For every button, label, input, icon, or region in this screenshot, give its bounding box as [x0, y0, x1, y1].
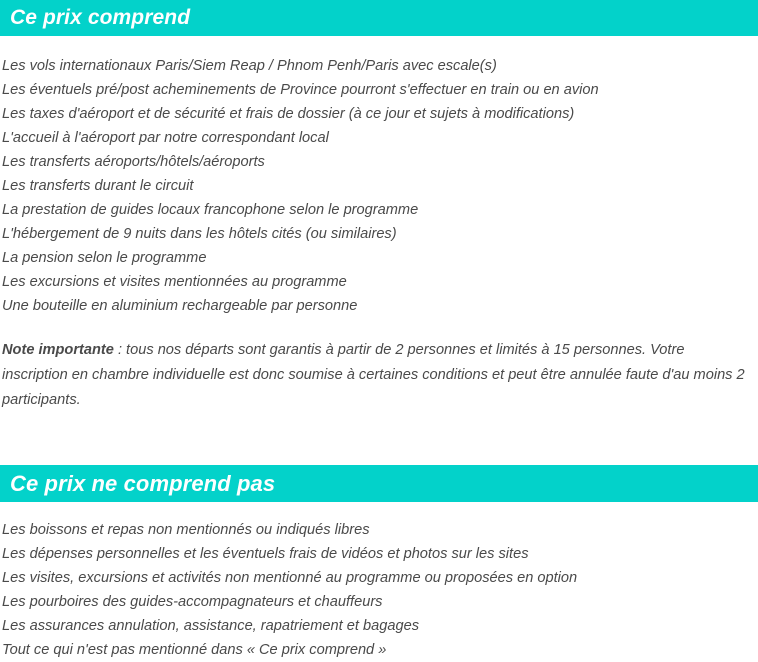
list-item: L'accueil à l'aéroport par notre correspondant local — [2, 130, 329, 146]
important-note-label: Note importante — [2, 342, 114, 358]
list-item: Les dépenses personnelles et les éventuels frais de vidéos et photos sur les sites — [2, 546, 529, 562]
section-header-not-included: Ce prix ne comprend pas — [0, 465, 758, 502]
spacer — [0, 318, 758, 338]
list-item: Les boissons et repas non mentionnés ou indiqués libres — [2, 522, 370, 538]
list-item: La prestation de guides locaux francophone selon le programme — [2, 202, 419, 218]
list-item: Les taxes d'aéroport et de sécurité et frais de dossier (à ce jour et sujets à modifications) — [2, 106, 575, 122]
section-header-included: Ce prix comprend — [0, 0, 758, 36]
list-item: Les pourboires des guides-accompagnateurs et chauffeurs — [2, 594, 383, 610]
spacer — [0, 502, 758, 518]
list-item: La pension selon le programme — [2, 250, 207, 266]
spacer — [0, 413, 758, 465]
included-items-list — [0, 54, 758, 318]
spacer — [0, 36, 758, 54]
not-included-items-list — [0, 518, 758, 662]
list-item: Les excursions et visites mentionnées au programme — [2, 274, 347, 290]
important-note — [0, 338, 758, 413]
list-item: Les transferts aéroports/hôtels/aéroports — [2, 154, 265, 170]
list-item: Les éventuels pré/post acheminements de Province pourront s'effectuer en train ou en avion — [2, 82, 599, 98]
list-item: Une bouteille en aluminium rechargeable par personne — [2, 298, 358, 314]
list-item: Tout ce qui n'est pas mentionné dans « Ce prix comprend » — [2, 642, 387, 658]
list-item: L'hébergement de 9 nuits dans les hôtels cités (ou similaires) — [2, 226, 397, 242]
list-item: Les assurances annulation, assistance, rapatriement et bagages — [2, 618, 419, 634]
important-note-body: : tous nos départs sont garantis à partir de 2 personnes et limités à 15 personnes. Votre inscription en chambre individuelle est donc soumise à certaines conditions et peut être annulée faute d'au moins 2 participants. — [2, 342, 745, 408]
list-item: Les visites, excursions et activités non mentionné au programme ou proposées en option — [2, 570, 578, 586]
list-item: Les vols internationaux Paris/Siem Reap / Phnom Penh/Paris avec escale(s) — [2, 58, 497, 74]
list-item: Les transferts durant le circuit — [2, 178, 194, 194]
